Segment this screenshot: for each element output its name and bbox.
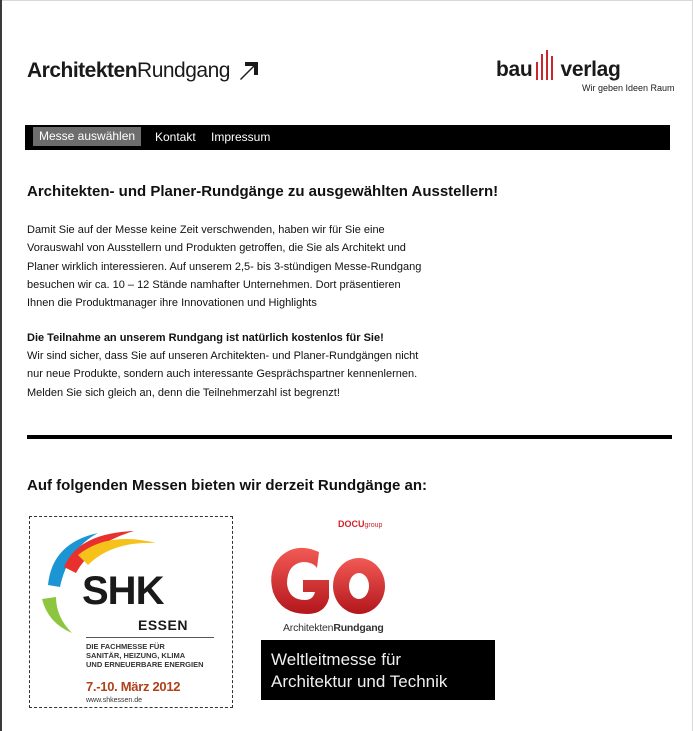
window-left-border (0, 0, 2, 731)
site-logo-text: ArchitektenRundgang (27, 59, 230, 82)
publisher-logo-left: bau (496, 58, 533, 81)
publisher-tagline: Wir geben Ideen Raum (582, 83, 675, 93)
shk-url: www.shkessen.de (86, 697, 143, 704)
fair-card-shk-essen[interactable] (29, 516, 233, 708)
intro-paragraph-2 (27, 347, 497, 402)
intro-heading: Architekten- und Planer-Rundgänge zu ausgewählten Ausstellern! (27, 183, 499, 200)
go-banner-line: Weltleitmesse für (271, 650, 402, 669)
intro-line: Vorauswahl von Ausstellern und Produkten getroffen, die Sie als Architekt und (27, 242, 406, 255)
go-logo-image (261, 516, 395, 640)
arrow-up-right-icon (237, 59, 261, 83)
publisher-logo[interactable] (496, 50, 675, 96)
shk-description: DIE FACHMESSE FÜR SANITÄR, HEIZUNG, KLIMA UND ERNEUERBARE ENERGIEN (86, 642, 204, 670)
intro-line: nur neue Produkte, sondern auch interessante Gesprächspartner kennenlernen. (27, 368, 418, 381)
nav-item-messe-auswaehlen[interactable]: Messe auswählen (33, 127, 141, 146)
main-nav (25, 125, 670, 150)
intro-line: Wir sind sicher, dass Sie auf unseren Architekten- und Planer-Rundgängen nicht (27, 350, 419, 362)
intro-line: Planer wirklich interessieren. Auf unserem 2,5- bis 3-stündigen Messe-Rundgang (27, 260, 422, 273)
shk-logo-city: ESSEN (138, 617, 188, 633)
go-card-banner (261, 640, 495, 700)
go-logo-subtitle: ArchitektenRundgang (283, 622, 384, 634)
shk-logo-name: SHK (82, 569, 164, 613)
publisher-bars-icon (536, 50, 556, 80)
intro-line: besuchen wir ca. 10 – 12 Stände namhafter Unternehmen. Dort präsentieren (27, 278, 401, 291)
intro-line: Ihnen die Produktmanager ihre Innovationen und Highlights (27, 297, 317, 310)
intro-line: Damit Sie auf der Messe keine Zeit verschwenden, haben wir für Sie eine (27, 224, 385, 236)
section-divider (27, 435, 672, 439)
nav-item-impressum[interactable]: Impressum (211, 130, 271, 144)
intro-paragraph (27, 221, 497, 312)
window-top-border (0, 0, 693, 1)
site-logo[interactable] (27, 56, 261, 86)
go-logo-icon (267, 534, 389, 624)
go-banner-line: Architektur und Technik (271, 672, 448, 691)
shk-separator (86, 637, 214, 638)
fair-card-go-architektur[interactable] (261, 516, 495, 700)
docu-group-logo: DOCUgroup (338, 519, 383, 529)
shk-date: 7.-10. März 2012 (86, 679, 181, 694)
intro-highlight: Die Teilnahme an unserem Rundgang ist natürlich kostenlos für Sie! (27, 332, 384, 344)
publisher-logo-right: verlag (560, 58, 621, 81)
fairs-heading: Auf folgenden Messen bieten wir derzeit Rundgänge an: (27, 477, 428, 494)
intro-line: Melden Sie sich gleich an, denn die Teilnehmerzahl ist begrenzt! (27, 386, 340, 399)
nav-item-kontakt[interactable]: Kontakt (155, 130, 196, 144)
